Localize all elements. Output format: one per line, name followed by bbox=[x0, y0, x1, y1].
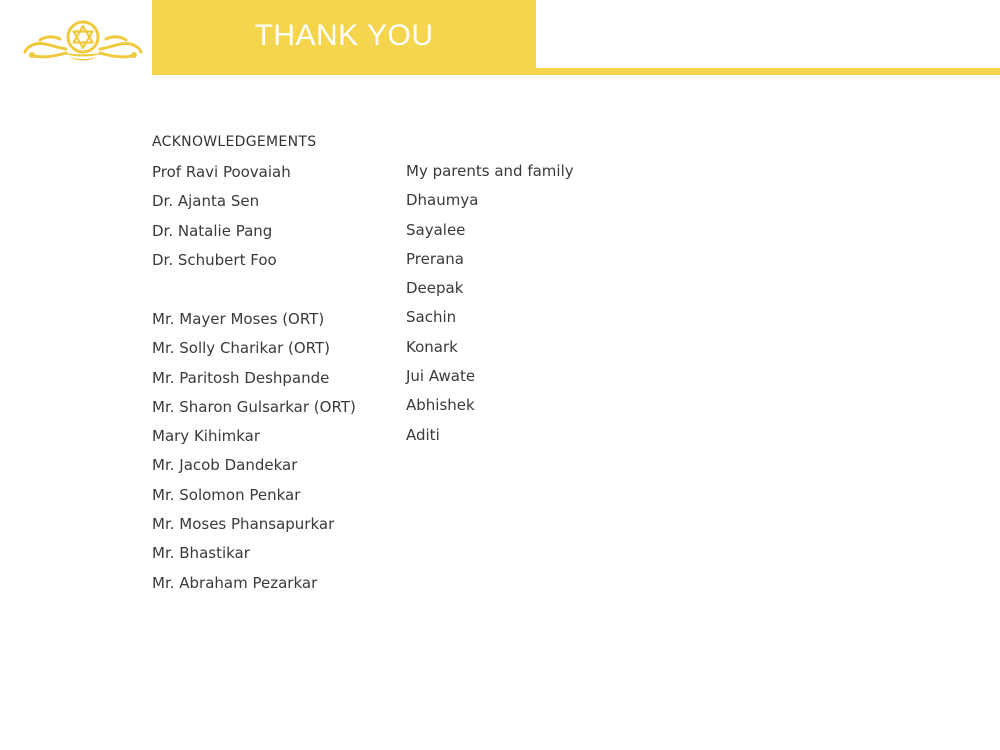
list-item: Dr. Ajanta Sen bbox=[152, 192, 260, 211]
list-item: Abhishek bbox=[406, 396, 475, 415]
personal-list bbox=[406, 160, 574, 453]
header-rule bbox=[152, 68, 1000, 75]
list-item: Sayalee bbox=[406, 220, 466, 239]
list-item: Prof Ravi Poovaiah bbox=[152, 163, 291, 181]
list-item: Mr. Paritosh Deshpande bbox=[152, 368, 330, 387]
list-item: Sachin bbox=[406, 308, 457, 327]
list-item: Mr. Solomon Penkar bbox=[152, 485, 301, 504]
acknowledgements-heading: ACKNOWLEDGEMENTS bbox=[152, 134, 317, 150]
academic-list bbox=[152, 161, 291, 278]
list-item: Mr. Jacob Dandekar bbox=[152, 456, 298, 475]
star-of-david-emblem-icon bbox=[22, 18, 144, 64]
list-item: Prerana bbox=[406, 249, 464, 268]
list-item: Mary Kihimkar bbox=[152, 427, 261, 446]
list-item: Dhaumya bbox=[406, 191, 479, 210]
list-item: Jui Awate bbox=[406, 367, 476, 386]
list-item: My parents and family bbox=[406, 162, 574, 180]
list-item: Mr. Solly Charikar (ORT) bbox=[152, 339, 331, 358]
list-item: Dr. Natalie Pang bbox=[152, 221, 273, 240]
list-item: Aditi bbox=[406, 425, 440, 444]
list-item: Mr. Moses Phansapurkar bbox=[152, 515, 335, 534]
list-item: Dr. Schubert Foo bbox=[152, 250, 277, 269]
list-item: Mr. Bhastikar bbox=[152, 544, 250, 563]
list-item: Mr. Mayer Moses (ORT) bbox=[152, 310, 325, 328]
page-title: THANK YOU bbox=[254, 19, 434, 52]
list-item: Konark bbox=[406, 337, 458, 356]
list-item: Mr. Sharon Gulsarkar (ORT) bbox=[152, 397, 356, 416]
community-list bbox=[152, 308, 356, 601]
list-item: Deepak bbox=[406, 279, 464, 298]
list-item: Mr. Abraham Pezarkar bbox=[152, 573, 318, 592]
title-banner bbox=[152, 0, 536, 75]
